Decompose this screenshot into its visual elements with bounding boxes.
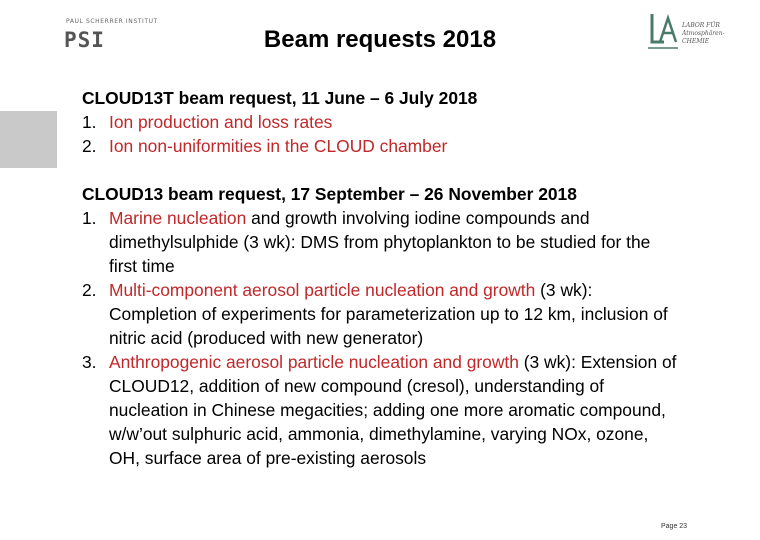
lac-logo-line: LABOR FÜR bbox=[682, 22, 720, 29]
list-item bbox=[82, 134, 682, 158]
side-accent-block bbox=[0, 111, 57, 168]
lac-logo-line: Atmosphären- bbox=[682, 30, 725, 37]
lac-logo-text bbox=[682, 22, 725, 46]
item-highlight: Marine nucleation bbox=[109, 208, 247, 228]
item-number: 1. bbox=[82, 112, 97, 132]
item-highlight: Anthropogenic aerosol particle nucleation and growth bbox=[109, 352, 519, 372]
item-number: 2. bbox=[82, 280, 97, 300]
item-number: 2. bbox=[82, 136, 97, 156]
lac-logo bbox=[644, 12, 725, 52]
slide-title: Beam requests 2018 bbox=[263, 26, 497, 53]
psi-logo-mark: PSI bbox=[64, 28, 105, 52]
list-item bbox=[82, 206, 682, 278]
item-text: (3 wk): Completion of experiments for parameterization up to 12 km, inclusion of nitric acid (produced with new generator) bbox=[109, 280, 668, 348]
item-number: 1. bbox=[82, 208, 97, 228]
list-item bbox=[82, 350, 682, 470]
item-text: (3 wk): Extension of CLOUD12, addition of new compound (cresol), understanding of nucleation in Chinese megacities; adding one more aromatic compound, w/w’out sulphuric acid, ammonia, dimethylamine, varying NOx, ozone, OH, surface area of pre-existing aerosols bbox=[109, 352, 677, 468]
item-highlight: Ion production and loss rates bbox=[109, 112, 333, 132]
item-text: and growth involving iodine compounds and dimethylsulphide (3 wk): DMS from phytoplankton to be studied for the first time bbox=[109, 208, 651, 276]
list-item bbox=[82, 278, 682, 350]
item-number: 3. bbox=[82, 352, 97, 372]
section-heading: CLOUD13 beam request, 17 September – 26 November 2018 bbox=[82, 184, 577, 204]
lac-logo-line: CHEMIE bbox=[682, 38, 710, 45]
page-number: Page 23 bbox=[661, 523, 688, 530]
slide-body bbox=[82, 86, 682, 470]
item-highlight: Multi-component aerosol particle nucleation and growth bbox=[109, 280, 536, 300]
section-heading: CLOUD13T beam request, 11 June – 6 July 2018 bbox=[82, 88, 478, 108]
list-item bbox=[82, 110, 682, 134]
psi-logo-tagline: PAUL SCHERRER INSTITUT bbox=[66, 18, 158, 25]
lac-monogram-icon bbox=[646, 12, 680, 50]
item-highlight: Ion non-uniformities in the CLOUD chamber bbox=[109, 136, 448, 156]
